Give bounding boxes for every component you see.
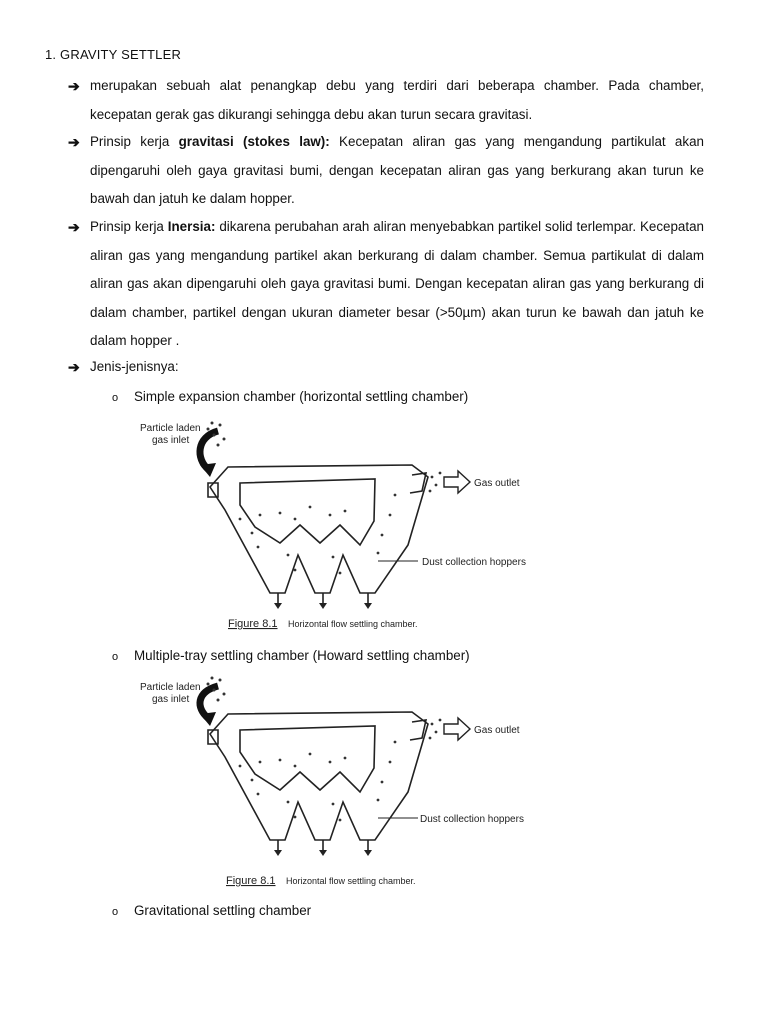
bullet-item-2 bbox=[68, 128, 704, 214]
inlet-label: gas inlet bbox=[152, 435, 190, 446]
sub-item-2 bbox=[112, 648, 470, 663]
hopper-label: Dust collection hoppers bbox=[422, 557, 526, 568]
figure-caption-number: Figure 8.1 bbox=[226, 875, 276, 887]
outlet-label: Gas outlet bbox=[474, 725, 520, 736]
bullet-text: Jenis-jenisnya: bbox=[90, 359, 179, 374]
outlet-label: Gas outlet bbox=[474, 478, 520, 489]
settling-chamber-diagram bbox=[130, 672, 560, 892]
bullet-text-bold: gravitasi (stokes law): bbox=[178, 134, 330, 149]
section-heading: 1. GRAVITY SETTLER bbox=[45, 47, 182, 62]
circle-bullet-icon: o bbox=[112, 651, 119, 663]
circle-bullet-icon: o bbox=[112, 906, 119, 918]
bullet-text-lead: Prinsip kerja bbox=[90, 134, 179, 149]
bullet-item-4 bbox=[68, 353, 704, 382]
bullet-text bbox=[68, 128, 704, 214]
arrow-icon: ➔ bbox=[68, 219, 80, 235]
inlet-label: gas inlet bbox=[152, 694, 190, 705]
figure-caption-number: Figure 8.1 bbox=[228, 618, 278, 630]
figure-multiple-tray-settling-chamber bbox=[130, 672, 560, 892]
bullet-text-body: dikarena perubahan arah aliran menyebabkan partikel solid terlempar. Kecepatan aliran gas yang mengandung partikel akan berkurang di dalam chamber. Semua partikulat di dalam aliran gas akan dipengaruhi oleh gaya gravitasi bumi. Dengan kecepatan aliran gas yang berkurang di dalam chamber, partikel dengan ukuran diameter besar (>50µm) akan turun ke bawah dan jatuh ke dalam hopper . bbox=[90, 219, 704, 348]
sub-item-text: Multiple-tray settling chamber (Howard settling chamber) bbox=[134, 648, 470, 663]
sub-item-3 bbox=[112, 903, 311, 918]
sub-item-1 bbox=[112, 389, 468, 404]
sub-item-text: Gravitational settling chamber bbox=[134, 903, 312, 918]
circle-bullet-icon: o bbox=[112, 392, 119, 404]
figure-horizontal-settling-chamber bbox=[130, 415, 560, 640]
bullet-item-1 bbox=[68, 72, 704, 129]
arrow-icon: ➔ bbox=[68, 134, 80, 150]
arrow-icon: ➔ bbox=[68, 359, 80, 375]
bullet-text bbox=[68, 213, 704, 356]
bullet-text-body: Kecepatan aliran gas yang mengandung partikulat akan dipengaruhi oleh gaya gravitasi bumi, dengan kecepatan aliran gas yang berkurang akan turun ke bawah dan jatuh ke dalam hopper. bbox=[90, 134, 704, 206]
figure-caption-text: Horizontal flow settling chamber. bbox=[288, 619, 418, 629]
bullet-text-lead: Prinsip kerja bbox=[90, 219, 168, 234]
inlet-label: Particle laden bbox=[140, 682, 201, 693]
settling-chamber-diagram bbox=[130, 415, 560, 640]
sub-item-text: Simple expansion chamber (horizontal settling chamber) bbox=[134, 389, 469, 404]
bullet-text: merupakan sebuah alat penangkap debu yang terdiri dari beberapa chamber. Pada chamber, kecepatan gerak gas dikurangi sehingga debu akan turun secara gravitasi. bbox=[90, 78, 704, 122]
inlet-label: Particle laden bbox=[140, 423, 201, 434]
hopper-label: Dust collection hoppers bbox=[420, 814, 524, 825]
bullet-item-3 bbox=[68, 213, 704, 356]
figure-caption-text: Horizontal flow settling chamber. bbox=[286, 876, 416, 886]
arrow-icon: ➔ bbox=[68, 78, 80, 94]
bullet-text-bold: Inersia: bbox=[167, 219, 216, 234]
